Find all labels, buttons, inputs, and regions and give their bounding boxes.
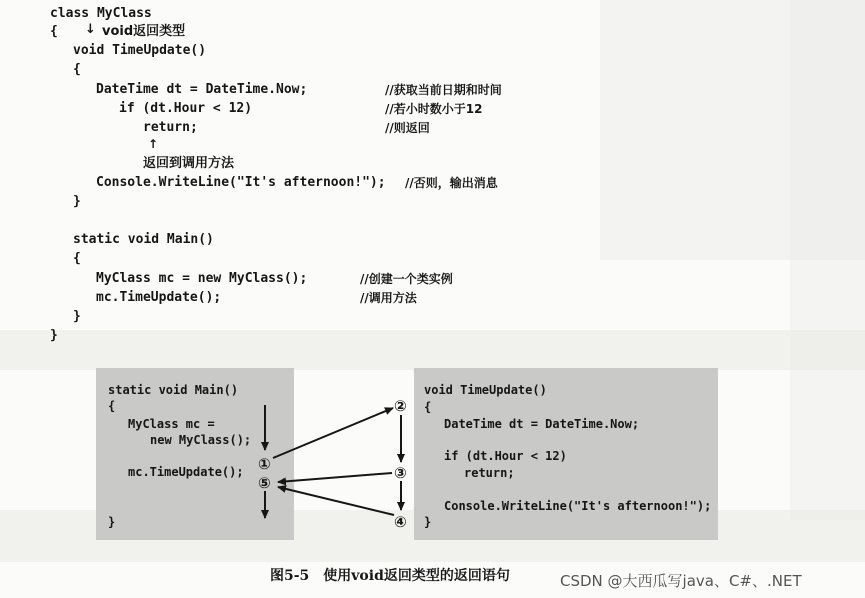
marker-1: ① [258,455,271,473]
marker-3: ③ [394,464,407,482]
panel-tu-return: return; [464,466,515,480]
comment-new-instance: //创建一个类实例 [360,272,453,286]
panel-main-close: } [108,515,116,529]
down-arrow-icon: ↓ [85,22,96,37]
panel-tu-sig: void TimeUpdate() [424,383,547,397]
figure-caption: 图5-5 使用void返回类型的返回语句 [270,568,510,584]
code-line-method-close: } [73,194,81,209]
void-return-note: void返回类型 [102,24,186,39]
panel-main-decl: MyClass mc = [128,417,215,431]
code-line-class-close: } [50,328,58,343]
marker-4: ④ [394,513,407,531]
panel-tu-open: { [424,400,432,414]
code-line-return: return; [143,120,198,135]
code-line-if: if (dt.Hour < 12) [119,101,253,116]
code-line-call: mc.TimeUpdate(); [96,290,222,305]
code-line-open-brace: { [50,24,58,39]
return-to-caller-note: 返回到调用方法 [143,156,235,171]
panel-tu-if: if (dt.Hour < 12) [444,449,567,463]
marker-2: ② [394,397,407,415]
comment-if: //若小时数小于12 [385,102,483,116]
code-line-writeline: Console.WriteLine("It's afternoon!"); [96,175,386,190]
arrow-return-early [278,473,392,482]
code-line-class: class MyClass [50,6,152,21]
panel-main-call: mc.TimeUpdate(); [128,465,244,479]
panel-main-open: { [108,399,116,413]
code-line-new-instance: MyClass mc = new MyClass(); [96,271,308,286]
marker-5: ⑤ [258,474,271,492]
watermark: CSDN @大西瓜写java、C#、.NET [560,572,802,590]
code-line-method-sig: void TimeUpdate() [73,43,207,58]
comment-writeline: //否则，输出消息 [405,176,498,190]
panel-tu-writeline: Console.WriteLine("It's afternoon!"); [444,499,712,513]
comment-return: //则返回 [385,121,430,135]
code-line-main-close: } [73,309,81,324]
code-line-main-sig: static void Main() [73,232,214,247]
panel-tu-close: } [424,515,432,529]
panel-tu-datetime: DateTime dt = DateTime.Now; [444,417,640,431]
code-line-main-open: { [73,251,81,266]
comment-datetime: //获取当前日期和时间 [385,83,502,97]
up-arrow-icon: ↑ [148,137,159,151]
comment-call: //调用方法 [360,291,417,305]
code-line-method-open: { [73,62,81,77]
main-method-panel [96,368,294,540]
code-line-datetime: DateTime dt = DateTime.Now; [96,82,308,97]
panel-main-new: new MyClass(); [150,433,252,447]
panel-main-sig: static void Main() [108,383,239,397]
timeupdate-method-panel [414,368,718,540]
